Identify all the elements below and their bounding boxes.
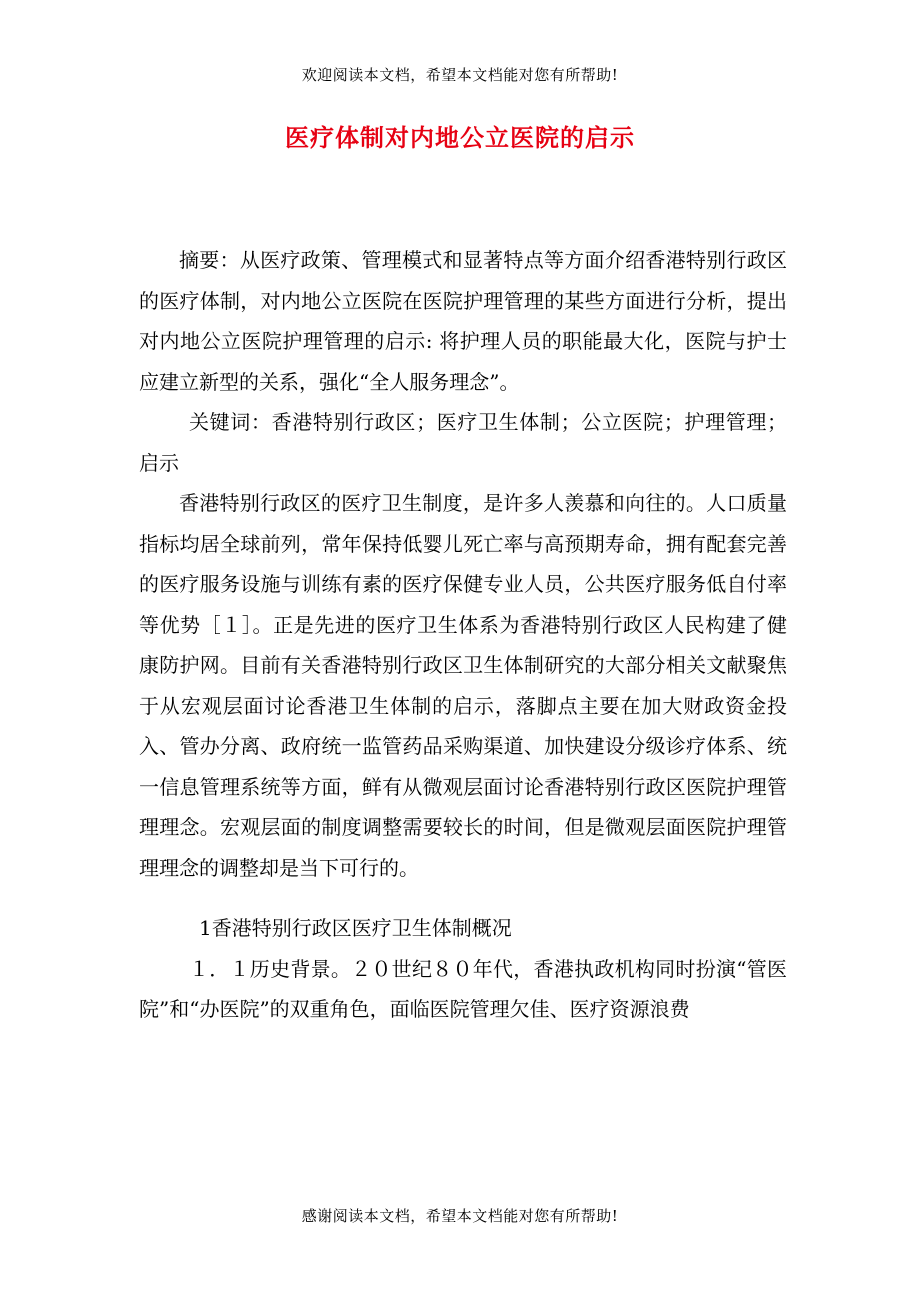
document-title: 医疗体制对内地公立医院的启示	[285, 123, 635, 152]
page-footer-note: 感谢阅读本文档，希望本文档能对您有所帮助!	[301, 1207, 619, 1225]
section-heading: 1香港特别行政区医疗卫生体制概况	[199, 916, 512, 940]
subsection-paragraph: １．１历史背景。２０世纪８０年代，香港执政机构同时扮演“管医院”和“办医院”的双重角色，面临医院管理欠佳、医疗资源浪费	[139, 956, 787, 1021]
intro-paragraph: 香港特别行政区的医疗卫生制度，是许多人羡慕和向往的。人口质量指标均居全球前列，常年保持低婴儿死亡率与高预期寿命，拥有配套完善的医疗服务设施与训练有素的医疗保健专业人员，公共医疗服务低自付率等优势［１］。正是先进的医疗卫生体系为香港特别行政区人民构建了健康防护网。目前有关香港特别行政区卫生体制研究的大部分相关文献聚焦于从宏观层面讨论香港卫生体制的启示，落脚点主要在加大财政资金投入、管办分离、政府统一监管药品采购渠道、加快建设分级诊疗体系、统一信息管理系统等方面，鲜有从微观层面讨论香港特别行政区医院护理管理理念。宏观层面的制度调整需要较长的时间，但是微观层面医院护理管理理念的调整却是当下可行的。	[139, 491, 787, 880]
page-header-note: 欢迎阅读本文档，希望本文档能对您有所帮助!	[301, 66, 619, 84]
abstract-paragraph: 摘要：从医疗政策、管理模式和显著特点等方面介绍香港特别行政区的医疗体制，对内地公立医院在医院护理管理的某些方面进行分析，提出对内地公立医院护理管理的启示: 将护理人员的职能最大化，医院与护士应建立新型的关系，强化“全人服务理念”。	[139, 248, 787, 394]
document-body	[139, 240, 787, 1030]
keywords-paragraph: 关键词：香港特别行政区；医疗卫生体制；公立医院；护理管理；启示	[139, 410, 787, 475]
